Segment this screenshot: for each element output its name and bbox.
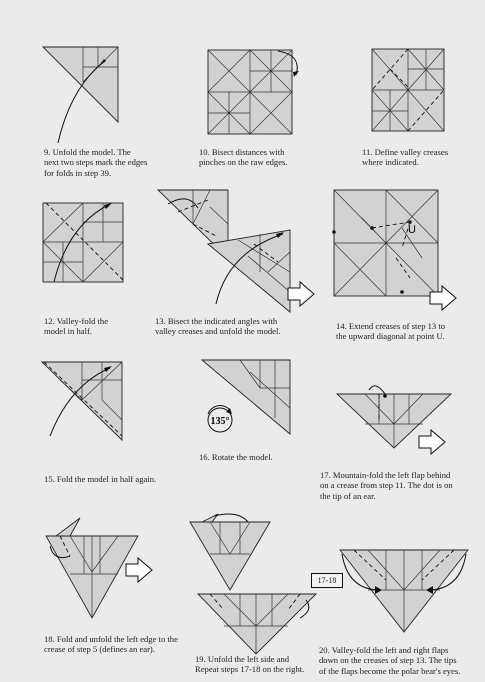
point-u-label: U [408,224,416,236]
step-18-diagram [40,516,158,620]
step-16-diagram [200,358,296,438]
step-12-diagram [40,200,130,285]
step-11-diagram [370,47,446,133]
step-12-caption: 12. Valley-fold the model in half. [44,316,109,337]
step-11-caption: 11. Define valley creases where indicated. [362,147,449,168]
step-9-caption: 9. Unfold the model. The next two steps mark the edges for folds in step 39. [44,147,148,178]
step-17-diagram [335,384,465,450]
step-15-caption: 15. Fold the model in half again. [44,474,157,484]
step-14-caption: 14. Extend creases of step 13 to the upward diagonal at point U. [336,321,446,342]
step-20-caption: 20. Valley-fold the left and right flaps down on the creases of step 13. The tips of the flaps become the polar bear's eyes. [319,645,461,676]
step-10-caption: 10. Bisect distances with pinches on the raw edges. [199,147,288,168]
step-20-diagram [338,540,470,636]
step-18-caption: 18. Fold and unfold the left edge to the crease of step 5 (defines an ear). [44,634,178,655]
step-15-diagram [40,360,126,442]
step-14-diagram [332,188,460,306]
step-9-diagram [40,45,122,145]
step-10-diagram [206,45,302,137]
step-13-caption: 13. Bisect the indicated angles with valley creases and unfold the model. [155,316,281,337]
repeat-box-label: 17-18 [317,576,337,585]
step-16-caption: 16. Rotate the model. [199,452,273,462]
rotate-angle-label: 135° [210,416,230,427]
step-19-caption: 19. Unfold the left side and Repeat steps 17-18 on the right. [195,654,305,675]
step-19-diagram [188,514,320,656]
step-17-caption: 17. Mountain-fold the left flap behind on a crease from step 11. The dot is on the tip of an ear. [320,470,453,501]
step-13-diagram [148,182,318,314]
